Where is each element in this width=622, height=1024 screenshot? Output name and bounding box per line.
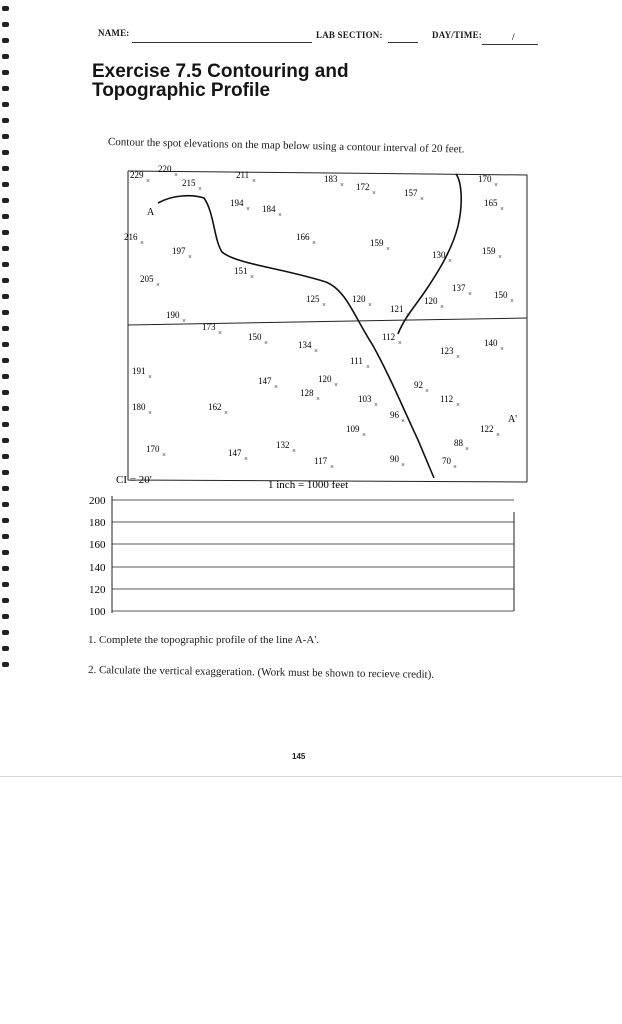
spot-elevation: [228, 448, 248, 463]
spot-elevation: [350, 356, 370, 371]
spot-marker-icon: ×: [182, 317, 186, 325]
spot-elevation-value: 134: [298, 340, 312, 350]
spot-marker-icon: ×: [250, 273, 254, 281]
spot-elevation-value: 194: [230, 198, 244, 208]
spot-elevation: [146, 444, 166, 459]
spot-elevation: [140, 274, 160, 289]
spot-marker-icon: ×: [314, 347, 318, 355]
spot-elevation: [166, 310, 186, 325]
spot-marker-icon: ×: [148, 373, 152, 381]
spot-marker-icon: ×: [198, 185, 202, 193]
spot-marker-icon: ×: [500, 205, 504, 213]
spot-elevation: [478, 174, 498, 189]
spot-elevation-value: 165: [484, 198, 498, 208]
spot-elevation-value: 122: [480, 424, 494, 434]
day-time-slash: /: [512, 32, 515, 42]
spot-elevation-value: 109: [346, 424, 360, 434]
spot-marker-icon: ×: [174, 171, 178, 179]
spot-marker-icon: ×: [498, 253, 502, 261]
spot-elevation-value: 132: [276, 440, 290, 450]
spot-elevation: [390, 454, 405, 469]
spot-elevation-value: 140: [484, 338, 498, 348]
spot-marker-icon: ×: [465, 445, 469, 453]
spot-elevation: [124, 232, 144, 247]
spot-elevation-value: 130: [432, 250, 446, 260]
spot-marker-icon: ×: [264, 339, 268, 347]
spot-elevation-value: 92: [414, 380, 423, 390]
spot-elevation: [352, 294, 372, 309]
spot-elevation: [276, 440, 296, 455]
spot-marker-icon: ×: [420, 195, 424, 203]
spot-elevation: [172, 246, 192, 261]
spot-elevation-value: 162: [208, 402, 222, 412]
spot-elevation-value: 120: [318, 374, 332, 384]
profile-y-label-120: 120: [89, 584, 106, 596]
spot-marker-icon: ×: [406, 311, 410, 319]
spot-marker-icon: ×: [510, 297, 514, 305]
spot-elevation-value: 150: [248, 332, 262, 342]
spot-marker-icon: ×: [468, 290, 472, 298]
spot-marker-icon: ×: [374, 401, 378, 409]
spot-elevation: [132, 366, 152, 381]
spot-marker-icon: ×: [453, 463, 457, 471]
spot-elevation-value: 184: [262, 204, 276, 214]
spot-elevation-value: 166: [296, 232, 310, 242]
spot-elevation: [300, 388, 320, 403]
spot-elevation: [234, 266, 254, 281]
spot-marker-icon: ×: [274, 383, 278, 391]
spot-elevation-value: 137: [452, 283, 466, 293]
spot-marker-icon: ×: [494, 181, 498, 189]
spot-elevation-value: 112: [382, 332, 396, 342]
spot-elevation: [230, 198, 250, 213]
spot-elevation-value: 180: [132, 402, 146, 412]
profile-y-label-160: 160: [89, 539, 106, 551]
spot-marker-icon: ×: [312, 239, 316, 247]
spot-elevation: [440, 346, 460, 361]
page-bottom-edge: [0, 776, 622, 777]
profile-line-a-a-prime: [128, 318, 527, 325]
spot-elevation-value: 147: [258, 376, 272, 386]
spot-elevation-value: 96: [390, 410, 399, 420]
spot-elevation: [452, 283, 472, 298]
spot-marker-icon: ×: [500, 345, 504, 353]
spot-elevation-value: 117: [314, 456, 328, 466]
spot-elevation-value: 211: [236, 170, 250, 180]
spot-elevation-value: 229: [130, 170, 144, 180]
spot-marker-icon: ×: [148, 409, 152, 417]
spot-elevation: [390, 304, 410, 319]
spot-marker-icon: ×: [278, 211, 282, 219]
day-time-label: DAY/TIME:: [432, 30, 482, 40]
spot-marker-icon: ×: [496, 431, 500, 439]
profile-y-label-100: 100: [89, 606, 106, 618]
spot-elevation: [324, 174, 344, 189]
spot-elevation: [480, 424, 500, 439]
spot-elevation-value: 191: [132, 366, 146, 376]
spot-marker-icon: ×: [140, 239, 144, 247]
spot-elevation-value: 159: [482, 246, 496, 256]
spot-marker-icon: ×: [330, 463, 334, 471]
spot-marker-icon: ×: [252, 177, 256, 185]
map-frame-left-bottom: [128, 171, 527, 482]
spot-elevation-value: 125: [306, 294, 320, 304]
spot-elevation-value: 120: [424, 296, 438, 306]
spot-marker-icon: ×: [244, 455, 248, 463]
map-scale-label: 1 inch = 1000 feet: [268, 479, 349, 491]
spot-elevation: [182, 178, 202, 193]
spot-marker-icon: ×: [316, 395, 320, 403]
spot-elevation-value: 90: [390, 454, 399, 464]
spot-elevation: [382, 332, 402, 347]
spot-elevation-value: 147: [228, 448, 242, 458]
spot-marker-icon: ×: [366, 363, 370, 371]
spot-elevation: [208, 402, 228, 417]
spot-elevation: [424, 296, 444, 311]
spot-marker-icon: ×: [188, 253, 192, 261]
spot-elevation-value: 150: [494, 290, 508, 300]
spot-elevation-value: 173: [202, 322, 216, 332]
spot-elevation: [484, 198, 504, 213]
spot-marker-icon: ×: [425, 387, 429, 395]
spot-elevations: [124, 164, 514, 471]
spot-elevation: [482, 246, 502, 261]
spot-elevation: [440, 394, 460, 409]
spot-elevation-value: 157: [404, 188, 418, 198]
spot-marker-icon: ×: [448, 257, 452, 265]
question-1: 1. Complete the topographic profile of the line A-A'.: [88, 634, 320, 646]
spot-elevation-value: 128: [300, 388, 314, 398]
spot-elevation: [494, 290, 514, 305]
spot-elevation: [356, 182, 376, 197]
spot-elevation: [358, 394, 378, 409]
point-a-prime-label: A': [508, 414, 518, 425]
spot-elevation: [414, 380, 429, 395]
spot-elevation-value: 170: [146, 444, 160, 454]
spot-elevation-value: 103: [358, 394, 372, 404]
profile-graph[interactable]: [89, 495, 514, 618]
spot-elevation-value: 215: [182, 178, 196, 188]
spot-elevation: [306, 294, 326, 309]
spot-marker-icon: ×: [162, 451, 166, 459]
spot-elevation: [158, 164, 178, 179]
lab-section-label: LAB SECTION:: [316, 30, 383, 40]
spot-elevation-value: 121: [390, 304, 404, 314]
spot-elevation: [314, 456, 334, 471]
spot-marker-icon: ×: [368, 301, 372, 309]
spot-marker-icon: ×: [401, 417, 405, 425]
spot-marker-icon: ×: [401, 461, 405, 469]
map-frame-top-right: [128, 171, 527, 482]
spot-elevation: [370, 238, 390, 253]
profile-y-label-180: 180: [89, 517, 106, 529]
spot-marker-icon: ×: [340, 181, 344, 189]
exercise-title-line-1: Exercise 7.5 Contouring and: [92, 61, 349, 82]
spot-elevation-value: 111: [350, 356, 363, 366]
spot-elevation: [130, 170, 150, 185]
exercise-title-line-2: Topographic Profile: [92, 80, 271, 101]
spot-marker-icon: ×: [292, 447, 296, 455]
spot-elevation-value: 120: [352, 294, 366, 304]
point-a-label: A: [147, 207, 155, 218]
spot-marker-icon: ×: [386, 245, 390, 253]
contour-interval-label: CI = 20': [116, 474, 152, 486]
spot-elevation-value: 112: [440, 394, 454, 404]
spot-marker-icon: ×: [440, 303, 444, 311]
spot-elevation: [484, 338, 504, 353]
spot-elevation-value: 70: [442, 456, 451, 466]
spot-elevation: [404, 188, 424, 203]
spot-elevation: [442, 456, 457, 471]
spot-elevation-value: 197: [172, 246, 186, 256]
spot-marker-icon: ×: [334, 381, 338, 389]
spot-marker-icon: ×: [372, 189, 376, 197]
spot-elevation-value: 172: [356, 182, 370, 192]
spot-elevation: [132, 402, 152, 417]
spot-elevation-value: 190: [166, 310, 180, 320]
instruction-text: Contour the spot elevations on the map below using a contour interval of 20 feet.: [107, 136, 465, 156]
spot-marker-icon: ×: [224, 409, 228, 417]
spot-elevation-value: 123: [440, 346, 454, 356]
spot-elevation-value: 220: [158, 164, 172, 174]
spot-marker-icon: ×: [362, 431, 366, 439]
question-2: 2. Calculate the vertical exaggeration. (Work must be shown to recieve credit).: [87, 664, 435, 681]
spot-elevation: [390, 410, 405, 425]
stream-tributary: [398, 174, 461, 334]
spot-marker-icon: ×: [322, 301, 326, 309]
spot-marker-icon: ×: [246, 205, 250, 213]
spot-elevation: [346, 424, 366, 439]
spot-elevation: [248, 332, 268, 347]
spot-marker-icon: ×: [398, 339, 402, 347]
spot-elevation: [202, 322, 222, 337]
spot-marker-icon: ×: [218, 329, 222, 337]
spot-elevation: [296, 232, 316, 247]
spot-elevation-value: 151: [234, 266, 248, 276]
spot-elevation: [318, 374, 338, 389]
spot-marker-icon: ×: [146, 177, 150, 185]
spot-elevation: [258, 376, 278, 391]
spot-elevation-value: 170: [478, 174, 492, 184]
spot-elevation-value: 205: [140, 274, 154, 284]
spot-elevation-value: 183: [324, 174, 338, 184]
spot-elevation: [298, 340, 318, 355]
profile-y-label-140: 140: [89, 562, 106, 574]
spot-marker-icon: ×: [456, 401, 460, 409]
name-label: NAME:: [98, 28, 130, 38]
spot-elevation-value: 159: [370, 238, 384, 248]
spot-marker-icon: ×: [456, 353, 460, 361]
spot-elevation-value: 216: [124, 232, 138, 242]
page-number: 145: [292, 752, 306, 761]
spot-elevation: [262, 204, 282, 219]
spot-elevation-value: 88: [454, 438, 463, 448]
profile-y-label-200: 200: [89, 495, 106, 507]
spot-marker-icon: ×: [156, 281, 160, 289]
spot-elevation: [454, 438, 469, 453]
